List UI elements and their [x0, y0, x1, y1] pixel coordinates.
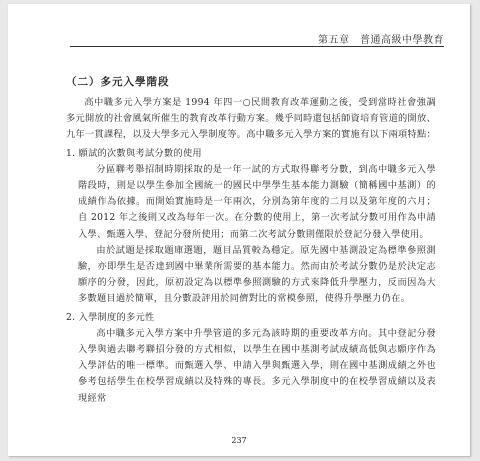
page-number: 237	[231, 436, 247, 445]
section-title: （二）多元入學階段	[66, 76, 170, 88]
subsection-heading: 2. 入學制度的多元性	[66, 311, 155, 323]
body-paragraph: 分區聯考舉招制時期採取的是一年一試的方式取得聯考分數，到高中職多元入學階段時，則是以學生參加全國統一的國民中學學生基本能力測驗（簡稱國中基測）的成績作為依據。而開始實施時是一年兩次，分別為第年度的二月以及第年度的六月；自 2012 年之後則又改為每年一次。在分數的使用上，第一次考試分數可用作為申請入學、甄選入學、登記分發所使用；而第二次考試分數則僅限於登記分發入學使用。	[78, 163, 436, 240]
body-paragraph: 高中職多元入學方案中升學管道的多元為該時期的重要改革方向。其中登記分發入學與過去聯考聯招分發的方式相似，以學生在國中基測考試成績高低與志願序作為入學評估的唯一標準。而甄選入學、申請入學與甄選入學，則在國中基測成績之外也參考包括學生在校學習成績以及特殊的專長。多元入學制度中的在校學習成績以及表現經常	[78, 327, 436, 404]
subsection-body	[78, 162, 436, 308]
subsection-1	[66, 146, 436, 308]
document-page	[8, 4, 470, 456]
body-paragraph: 由於試題是採取題庫選題，題目品質較為穩定。原先國中基測設定為標準參照測驗，亦即學生是否達到國中畢業所需要的基本能力。然而由於考試分數仍是於決定志願序的分發，因此，原初設定為以標準參照測驗的方式來降低升學壓力，反而因為大多數題目過於簡單，且分數設評用於同儕對比的常模參照，使得升學壓力仍在。	[78, 244, 436, 305]
subsection-2	[66, 310, 436, 407]
intro-paragraph: 高中職多元入學方案是 1994 年四一○民間教育改革運動之後，受到當時社會強調多元開放的社會風氣所催生的教育改革行動方案。幾乎同時還包括師資培育管道的開放、九年一貫課程，以及大學多元入學制度等。高中職多元入學方案的實施有以下兩項特點：	[66, 97, 437, 141]
header-rule	[70, 46, 444, 47]
running-header: 第五章 普通高級中學教育	[318, 35, 444, 46]
subsection-body	[78, 326, 436, 407]
page-body	[66, 62, 436, 407]
subsection-heading: 1. 願試的次數與考試分數的使用	[66, 147, 202, 159]
